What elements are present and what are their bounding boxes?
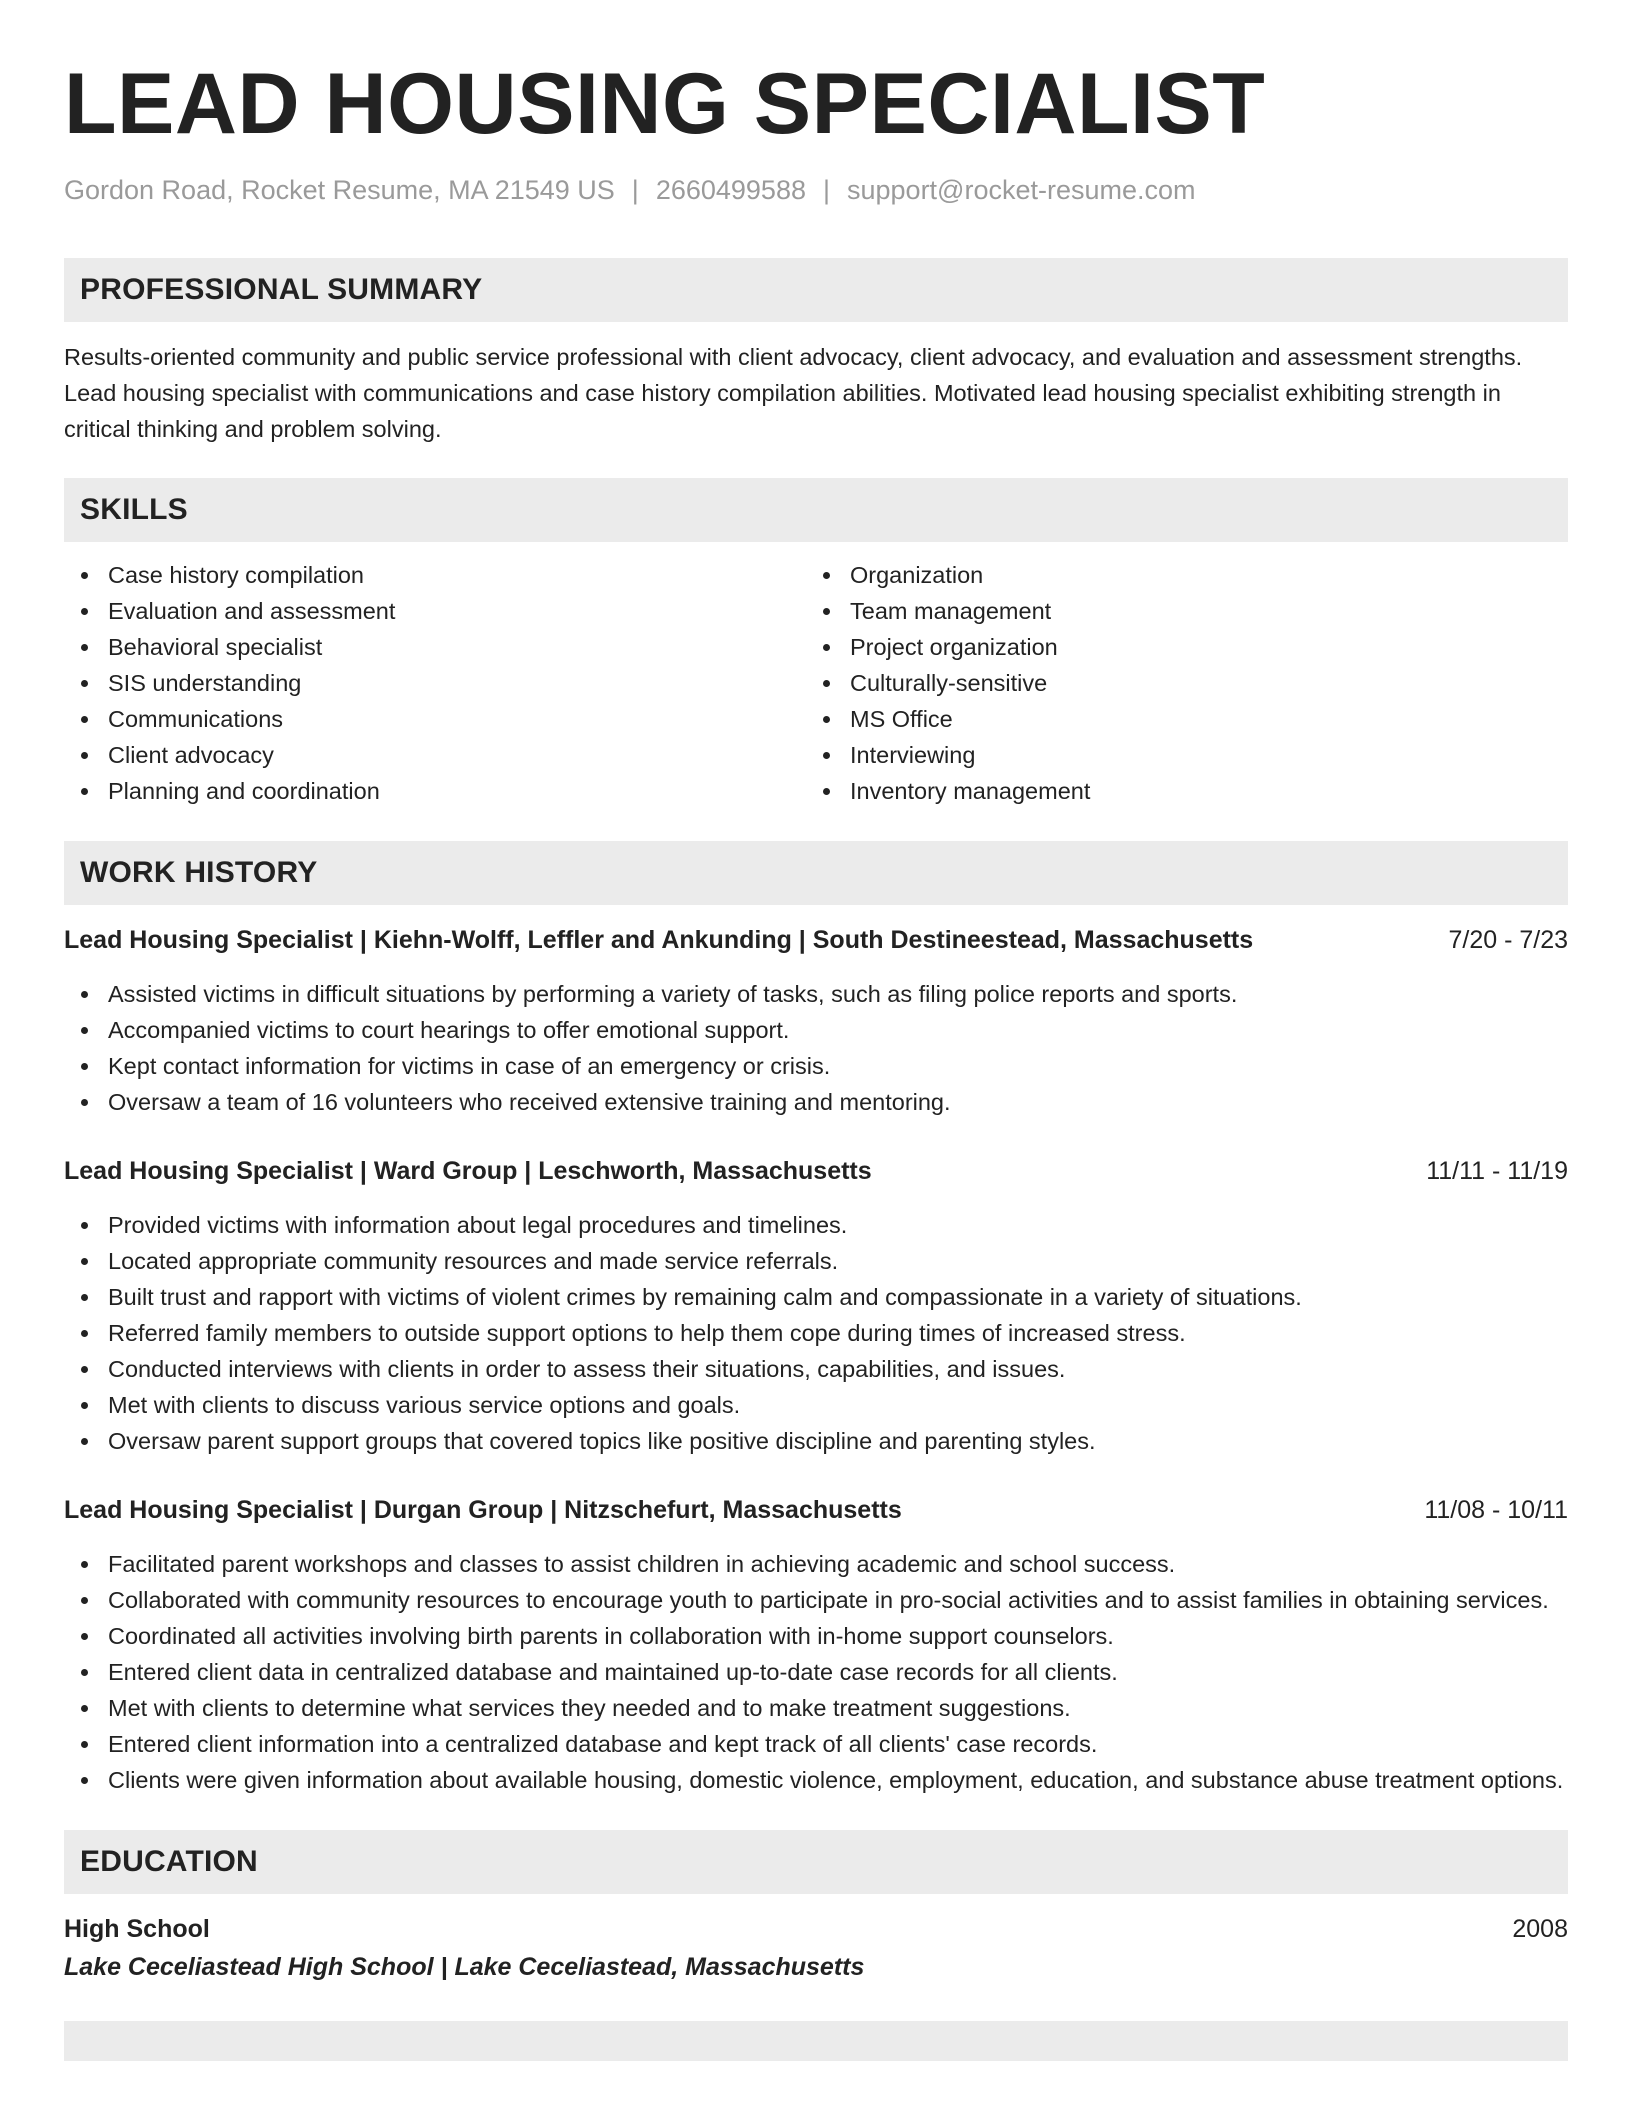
summary-text: Results-oriented community and public service professional with client advocacy, client advocacy, and evaluation and assessment strengths. Lead housing specialist with communications and case history compilation abilities. Motivated lead housing specialist exhibiting strength in critical thinking and problem solving. — [64, 344, 1523, 442]
contact-separator: | — [631, 175, 639, 205]
skill-item: Team management — [806, 593, 1548, 629]
section-heading-next — [64, 2021, 1568, 2061]
education-year: 2008 — [1512, 1915, 1568, 1943]
contact-email: support@rocket-resume.com — [847, 175, 1196, 205]
skill-item: MS Office — [806, 701, 1548, 737]
job-bullet: Referred family members to outside support options to help them cope during times of increased stress. — [64, 1315, 1568, 1351]
section-heading-education: EDUCATION — [64, 1830, 1568, 1894]
job-bullets — [64, 1207, 1568, 1459]
job-dates: 7/20 - 7/23 — [1448, 926, 1568, 954]
job-bullet: Entered client information into a centralized database and kept track of all clients' case records. — [64, 1726, 1568, 1762]
job-bullet: Entered client data in centralized database and maintained up-to-date case records for all clients. — [64, 1654, 1568, 1690]
contact-line — [64, 172, 1568, 208]
job-title: Lead Housing Specialist | Ward Group | Leschworth, Massachusetts — [64, 1157, 872, 1185]
job-bullet: Provided victims with information about legal procedures and timelines. — [64, 1207, 1568, 1243]
job-bullet: Met with clients to determine what services they needed and to make treatment suggestions. — [64, 1690, 1568, 1726]
job-dates: 11/11 - 11/19 — [1426, 1157, 1568, 1185]
skill-item: Inventory management — [806, 773, 1548, 809]
job-bullet: Kept contact information for victims in case of an emergency or crisis. — [64, 1048, 1568, 1084]
job-title-row — [64, 1492, 1568, 1528]
job-title: Lead Housing Specialist | Durgan Group | Nitzschefurt, Massachusetts — [64, 1496, 902, 1524]
section-heading-work-history: WORK HISTORY — [64, 841, 1568, 905]
job-dates: 11/08 - 10/11 — [1424, 1496, 1568, 1524]
job-bullet: Oversaw parent support groups that covered topics like positive discipline and parenting styles. — [64, 1423, 1568, 1459]
skill-item: Organization — [806, 557, 1548, 593]
contact-phone: 2660499588 — [655, 175, 806, 205]
skill-item: Behavioral specialist — [64, 629, 806, 665]
skill-item: Culturally-sensitive — [806, 665, 1548, 701]
skills-columns — [64, 557, 1568, 809]
job-bullet: Coordinated all activities involving birth parents in collaboration with in-home support counselors. — [64, 1618, 1568, 1654]
skill-item: Client advocacy — [64, 737, 806, 773]
skills-list-left — [64, 557, 806, 809]
job-bullets — [64, 1546, 1568, 1798]
skill-item: Project organization — [806, 629, 1548, 665]
job-bullet: Assisted victims in difficult situations by performing a variety of tasks, such as filing police reports and sports. — [64, 976, 1568, 1012]
job-title: Lead Housing Specialist | Kiehn-Wolff, Leffler and Ankunding | South Destineestead, Massachusetts — [64, 926, 1254, 954]
job-bullet: Clients were given information about available housing, domestic violence, employment, education, and substance abuse treatment options. — [64, 1762, 1568, 1798]
education-school: Lake Ceceliastead High School | Lake Ceceliastead, Massachusetts — [64, 1953, 865, 1981]
job-bullet: Met with clients to discuss various service options and goals. — [64, 1387, 1568, 1423]
education-degree: High School — [64, 1915, 210, 1943]
job-bullet: Located appropriate community resources and made service referrals. — [64, 1243, 1568, 1279]
job-bullet: Conducted interviews with clients in order to assess their situations, capabilities, and issues. — [64, 1351, 1568, 1387]
skill-item: Evaluation and assessment — [64, 593, 806, 629]
job-title-row — [64, 922, 1568, 958]
skill-item: SIS understanding — [64, 665, 806, 701]
contact-address: Gordon Road, Rocket Resume, MA 21549 US — [64, 175, 615, 205]
section-heading-summary: PROFESSIONAL SUMMARY — [64, 258, 1568, 322]
education-row — [64, 1911, 1568, 1947]
job-bullet: Collaborated with community resources to encourage youth to participate in pro-social activities and to assist families in obtaining services. — [64, 1582, 1568, 1618]
job-title-row — [64, 1153, 1568, 1189]
skill-item: Planning and coordination — [64, 773, 806, 809]
job-entry — [64, 1153, 1568, 1459]
resume-title: LEAD HOUSING SPECIALIST — [64, 56, 1266, 152]
job-bullets — [64, 976, 1568, 1120]
skill-item: Communications — [64, 701, 806, 737]
skills-list-right — [806, 557, 1548, 809]
skill-item: Case history compilation — [64, 557, 806, 593]
job-bullet: Built trust and rapport with victims of violent crimes by remaining calm and compassionate in a variety of situations. — [64, 1279, 1568, 1315]
job-bullet: Accompanied victims to court hearings to offer emotional support. — [64, 1012, 1568, 1048]
contact-separator: | — [822, 175, 830, 205]
skill-item: Interviewing — [806, 737, 1548, 773]
job-entry — [64, 922, 1568, 1120]
job-bullet: Facilitated parent workshops and classes to assist children in achieving academic and school success. — [64, 1546, 1568, 1582]
job-bullet: Oversaw a team of 16 volunteers who received extensive training and mentoring. — [64, 1084, 1568, 1120]
job-entry — [64, 1492, 1568, 1798]
section-heading-skills: SKILLS — [64, 478, 1568, 542]
